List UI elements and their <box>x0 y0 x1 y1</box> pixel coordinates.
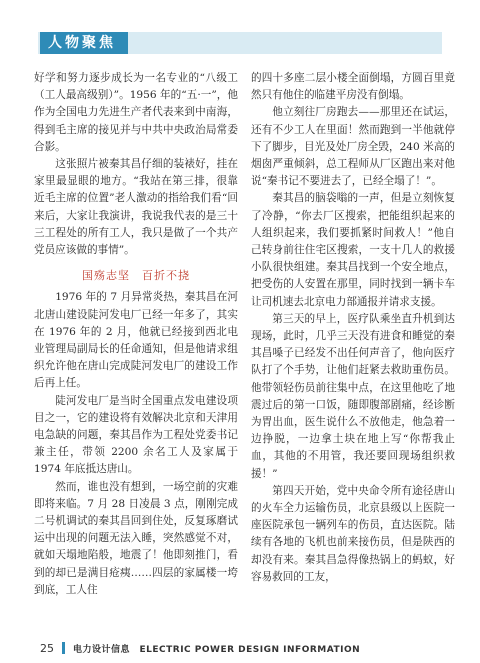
paragraph: 这张照片被秦其昌仔细的装裱好，挂在家里最显眼的地方。“我站在第三排，很靠近毛主席的位置”老人激动的指给我们看“回来后，大家让我演讲，我说我代表的是三十三工程处的所有工人，我只是做了一个共产党员应该做的事情”。 <box>34 158 238 257</box>
paragraph: 他立刻往厂房跑去——那里还在试运，还有不少工人在里面！然而跑到一半他就停下了脚步，目光及处厂房全毁，240 米高的烟囱严重倾斜，总工程师从厂区跑出来对他说“秦书记不要进去了，已经全塌了！”。 <box>251 106 455 188</box>
right-column <box>251 70 455 586</box>
paragraph: 的四十多座二层小楼全面倒塌，方圆百里竟然只有他住的临建平房没有倒塌。 <box>251 72 455 102</box>
subheading: 国殇志坚 百折不挠 <box>82 269 190 283</box>
section-title: 人物聚焦 <box>40 32 128 54</box>
footer-accent-bar <box>62 642 65 654</box>
paragraph: 好学和努力逐步成长为一名专业的“八级工（工人最高级别）”。1956 年的“五·一”，他作为全国电力先进生产者代表来到中南海，得到毛主席的接见并与中共中央政治局常委合影。 <box>34 72 238 153</box>
paragraph: 第四天开始，党中央命令所有途径唐山的火车全力运输伤员，北京县级以上医院一座医院承包一辆列车的伤员，直达医院。陆续有各地的飞机也前来接伤员，但是陕西的却没有来。秦其昌急得像热锅上的蚂蚁，好容易救回的工友， <box>251 484 455 583</box>
page-footer <box>40 641 440 655</box>
paragraph: 第三天的早上，医疗队乘坐直升机到达现场，此时，几乎三天没有进食和睡觉的秦其昌嗓子已经发不出任何声音了，他向医疗队打了个手势，让他们赶紧去救助重伤员。他带领轻伤员前往集中点，在这里他吃了地震过后的第一口饭，随即腹部剧痛，经诊断为胃出血，医生说什么不放他走，他急着一边挣脱，一边拿土块在地上写“你帮我止血，其他的不用管，我还要回现场组织救援！” <box>251 312 455 480</box>
paragraph: 陡河发电厂是当时全国重点发电建设项目之一，它的建设将有效解决北京和天津用电急缺的问题，秦其昌作为工程处党委书记兼主任，带领 2200 余名工人及家属于 1974 年底抵达唐山。 <box>34 394 238 476</box>
paragraph: 秦其昌的脑袋嗡的一声，但是立刻恢复了冷静，“你去厂区搜索，把能组织起来的人组织起来，我们要抓紧时间救人！”他自己转身前往住宅区搜索，一支十几人的救援小队很快组建。秦其昌找到一个安全地点，把受伤的人安置在那里，同时找到一辆卡车让司机速去北京电力部通报并请求支援。 <box>251 192 455 308</box>
left-column <box>34 70 238 599</box>
paragraph: 1976 年的 7 月异常炎热，秦其昌在河北唐山建设陡河发电厂已经一年多了，其实在 1976 年的 2 月，他就已经接到西北电业管理局副局长的任命通知，但是他请求组织允许他在唐山完成陡河发电厂的建设工作后再上任。 <box>34 291 238 390</box>
page-number: 25 <box>40 641 54 655</box>
paragraph: 然而，谁也没有想到，一场空前的灾难即将来临。7 月 28 日凌晨 3 点，刚刚完成二号机调试的秦其昌回到住处，反复琢磨试运中出现的问题无法入睡，突然感觉不对，就如天塌地陷般，地震了！他即刻推门，看到的却已是满目疮痍……四层的家属楼一垮到底，工人住 <box>34 480 238 596</box>
journal-name: 电力设计信息 ELECTRIC POWER DESIGN INFORMATION <box>73 644 361 655</box>
